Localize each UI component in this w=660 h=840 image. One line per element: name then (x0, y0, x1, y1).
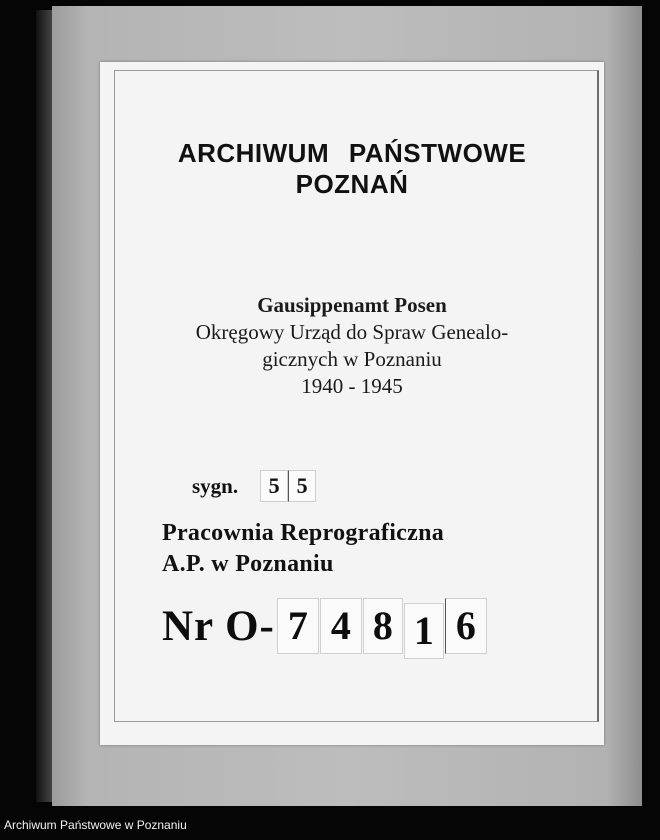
archive-city: POZNAŃ (295, 169, 409, 199)
archive-heading (100, 138, 604, 200)
signature-digit: 5 (288, 470, 316, 502)
film-number-digit: 7 (277, 598, 319, 654)
fond-name-line-1: Okręgowy Urząd do Spraw Genealo- (195, 320, 509, 344)
archive-credit: Archiwum Państwowe w Poznaniu (4, 818, 187, 832)
lab-line-1: Pracownia Reprograficzna (162, 520, 445, 546)
signature-label: sygn. (192, 473, 239, 498)
film-number-digit: 6 (445, 598, 487, 654)
title-sheet (100, 62, 604, 745)
lab-line-2: A.P. w Poznaniu (162, 551, 334, 577)
film-number-label: Nr O- (162, 602, 275, 650)
fond-name-line-2: gicznych w Poznaniu (262, 347, 442, 371)
film-number-row (162, 596, 488, 656)
signature-digit: 5 (260, 470, 288, 502)
film-number-digit: 1 (404, 603, 444, 659)
archive-name: ARCHIWUM PAŃSTWOWE (177, 138, 527, 168)
signature-row (192, 470, 316, 502)
film-number-digit: 4 (320, 598, 362, 654)
lab-name (162, 518, 444, 580)
fond-description (100, 292, 604, 400)
fond-title: Gausippenamt Posen (257, 293, 447, 317)
film-number-digit: 8 (363, 598, 403, 654)
fond-years: 1940 - 1945 (301, 374, 403, 398)
